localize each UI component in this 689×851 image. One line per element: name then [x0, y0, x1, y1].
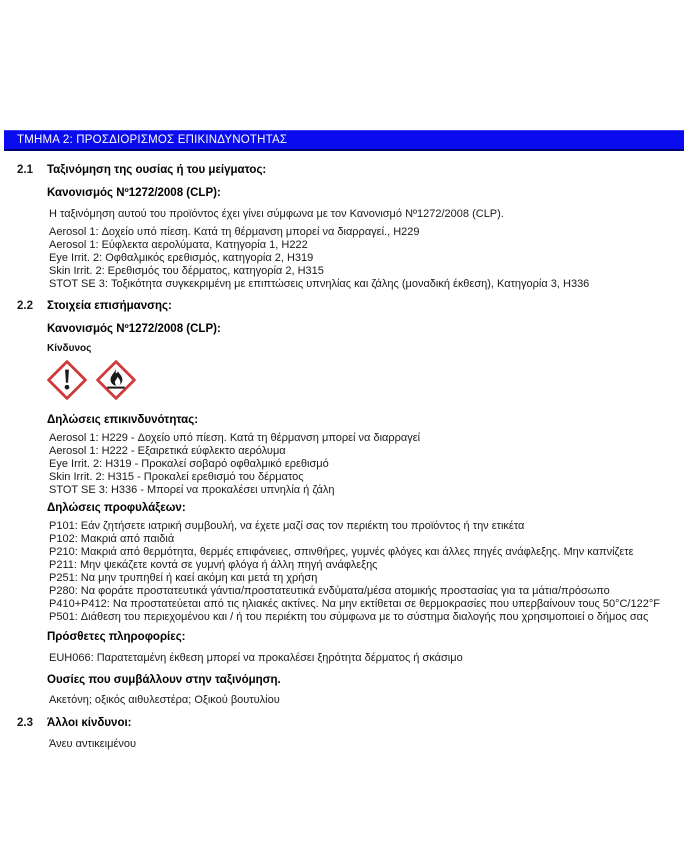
subsection-2-1 — [17, 163, 679, 291]
subsection-number: 2.2 — [17, 300, 33, 312]
classification-item: Skin Irrit. 2: Ερεθισμός του δέρματος, κατηγορία 2, H315 — [49, 265, 324, 277]
regulation-heading: Κανονισμός Nº1272/2008 (CLP): — [47, 323, 221, 335]
precautionary-statement: P280: Να φοράτε προστατευτικά γάντια/προστατευτικά ενδύματα/μέσα ατομικής προστασίας για τα μάτια/πρόσωπο — [49, 585, 610, 597]
subsection-2-3 — [17, 716, 679, 751]
hazard-statement: Aerosol 1: H229 - Δοχείο υπό πίεση. Κατά τη θέρμανση μπορεί να διαρραγεί — [49, 432, 421, 444]
precautionary-statement: P410+P412: Να προστατεύεται από τις ηλιακές ακτίνες. Να μην εκτίθεται σε θερμοκρασίες που υπερβαίνουν τους 50°C/122°F — [49, 598, 660, 610]
contributing-substances-heading: Ουσίες που συμβάλλουν στην ταξινόμηση. — [47, 674, 281, 686]
precautionary-statements-heading: Δηλώσεις προφυλάξεων: — [47, 502, 186, 514]
precautionary-statements-list — [49, 520, 679, 624]
subsection-number: 2.1 — [17, 164, 33, 176]
hazard-statements-list — [49, 432, 679, 497]
hazard-statement: Aerosol 1: H222 - Εξαιρετικά εύφλεκτο αερόλυμα — [49, 445, 286, 457]
precautionary-statement: P211: Μην ψεκάζετε κοντά σε γυμνή φλόγα ή άλλη πηγή ανάφλεξης — [49, 559, 378, 571]
precautionary-statement: P102: Μακριά από παιδιά — [49, 533, 175, 545]
precautionary-statement: P101: Εάν ζητήσετε ιατρική συμβουλή, να έχετε μαζί σας τον περιέκτη του προϊόντος ή την ετικέτα — [49, 520, 525, 532]
contributing-substances: Ακετόνη; οξικός αιθυλεστέρα; Οξικού βουτυλίου — [49, 694, 280, 706]
regulation-heading: Κανονισμός Nº1272/2008 (CLP): — [47, 187, 221, 199]
section-content — [17, 163, 679, 751]
section-header-bar — [4, 130, 684, 151]
classification-intro: Η ταξινόμηση αυτού του προϊόντος έχει γίνει σύμφωνα με τον Κανονισμό Nº1272/2008 (CLP). — [49, 208, 504, 220]
ghs07-exclamation-icon — [47, 360, 87, 400]
classification-item: Aerosol 1: Εύφλεκτα αερολύματα, Κατηγορία 1, H222 — [49, 239, 308, 251]
subsection-title: Άλλοι κίνδυνοι: — [47, 717, 132, 729]
hazard-statement: STOT SE 3: H336 - Μπορεί να προκαλέσει υπνηλία ή ζάλη — [49, 484, 335, 496]
ghs02-flame-icon — [96, 360, 136, 400]
classification-item: Eye Irrit. 2: Οφθαλμικός ερεθισμός, κατηγορία 2, H319 — [49, 252, 314, 264]
hazard-statement: Skin Irrit. 2: H315 - Προκαλεί ερεθισμό του δέρματος — [49, 471, 304, 483]
hazard-statements-heading: Δηλώσεις επικινδυνότητας: — [47, 414, 199, 426]
ghs-pictograms — [47, 360, 679, 400]
precautionary-statement: P251: Να μην τρυπηθεί ή καεί ακόμη και μετά τη χρήση — [49, 572, 318, 584]
precautionary-statement: P210: Μακριά από θερμότητα, θερμές επιφάνειες, σπινθήρες, γυμνές φλόγες και άλλες πηγές ανάφλεξης. Μην καπνίζετε — [49, 546, 634, 558]
section-header-title: ΤΜΗΜΑ 2: ΠΡΟΣΔΙΟΡΙΣΜΟΣ ΕΠΙΚΙΝΔΥΝΟΤΗΤΑΣ — [17, 134, 288, 146]
subsection-2-2 — [17, 299, 679, 707]
subsection-title: Ταξινόμηση της ουσίας ή του μείγματος: — [47, 164, 267, 176]
other-hazards-body: Άνευ αντικειμένου — [49, 738, 136, 750]
precautionary-statement: P501: Διάθεση του περιεχομένου και / ή του περιέκτη του σύμφωνα με το σύστημα διαλογής που χρησιμοποιεί ο δήμος σας — [49, 611, 649, 623]
hazard-statement: Eye Irrit. 2: H319 - Προκαλεί σοβαρό οφθαλμικό ερεθισμό — [49, 458, 329, 470]
subsection-number: 2.3 — [17, 717, 33, 729]
additional-info-heading: Πρόσθετες πληροφορίες: — [47, 631, 186, 643]
euh-statement: EUH066: Παρατεταμένη έκθεση μπορεί να προκαλέσει ξηρότητα δέρματος ή σκάσιμο — [49, 652, 463, 664]
classification-list — [49, 226, 679, 291]
signal-word: Κίνδυνος — [47, 343, 92, 354]
subsection-title: Στοιχεία επισήμανσης: — [47, 300, 172, 312]
classification-item: Aerosol 1: Δοχείο υπό πίεση. Κατά τη θέρμανση μπορεί να διαρραγεί., H229 — [49, 226, 420, 238]
classification-item: STOT SE 3: Τοξικότητα συγκεκριμένη με επιπτώσεις υπνηλίας και ζάλης (μοναδική έκθεση), Κατηγορία 3, H336 — [49, 278, 590, 290]
